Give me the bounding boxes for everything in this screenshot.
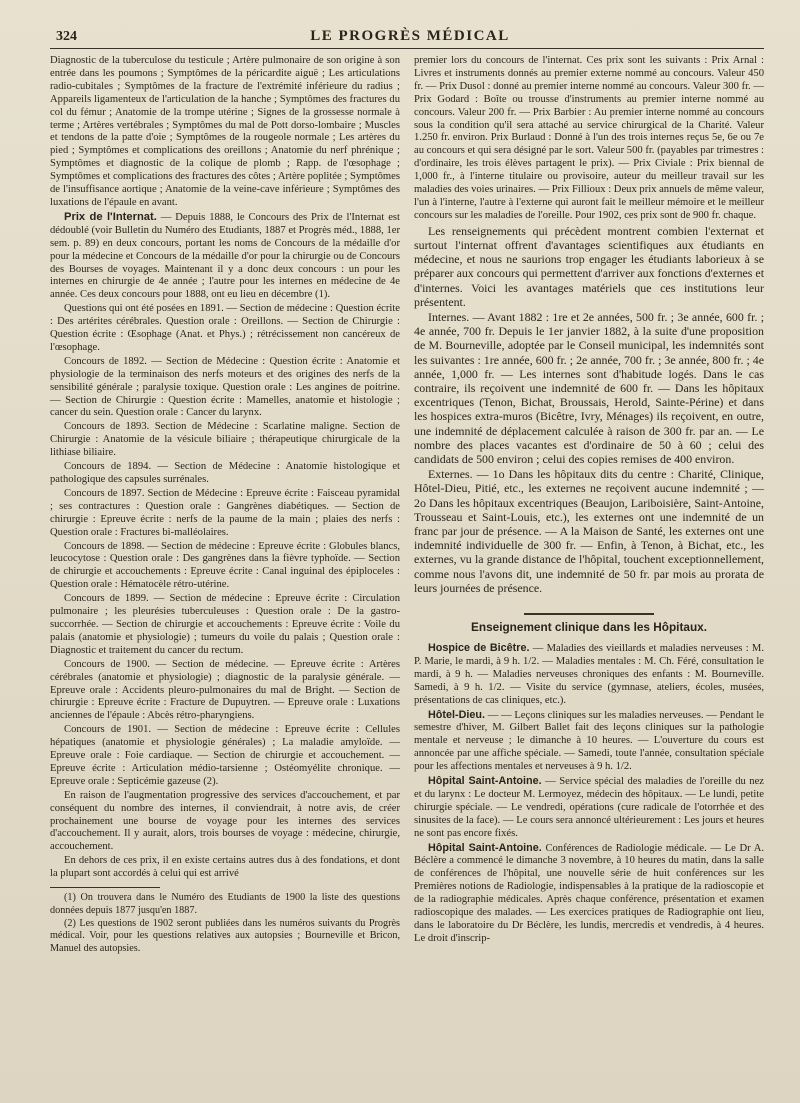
paragraph: Internes. — Avant 1882 : 1re et 2e années, 500 fr. ; 3e année, 600 fr. ; 4e année, 700 fr. Depuis le 1er janvier 1882, à la suite d'une proposition de M. Bourneville, adoptée par le Conseil municipal, les indemnités sont les suivantes : 1re année, 600 fr. ; 2e année, 700 fr. ; 3e année, 800 fr. ; 4e année, 1,000 fr. — Les internes sont d'habitude logés. Dans le cas contraire, ils reçoivent une indemnité de 600 fr. — Dans les hôpitaux excentriques (Tenon, Bichat, Broussais, Herold, Sainte-Périne) et dans les hospices extra-muros (Bicêtre, Ivry, Ménages) ils reçoivent, en outre, une indemnité de déplacement calculée à raison de 300 fr. par an. — Le nombre des places vacantes est d'ordinaire de 50 à 60 ; celui des candidats de 500 environ ; celui des copies remises de 400 environ. (414, 310, 764, 467)
clinic-text: Conférences de Radiologie médicale. — Le Dr A. Béclère a commencé le dimanche 3 novembre, à 10 heures du matin, dans la salle de conférences de l'hôpital, une nouvelle série de huit conférences sur les Premières notions de Radiologie, indispensables à la pratique de la radioscopie et de la radiographie médicales. Après chaque conférence, présentation et examen radioscopique des malades. — Les exercices pratiques de Radiographie ont lieu, dans le laboratoire du Dr Béclère, les lundis, mercredis et vendredis, à 4 heures. Le droit d'inscrip- (414, 842, 764, 944)
paragraph: Concours de 1892. — Section de Médecine : Question écrite : Anatomie et physiologie de la terminaison des nerfs moteurs et des origines des nerfs de la sensibilité générale ; paralysie toxique. Question orale : Les angines de poitrine. — Section de Chirurgie : Question écrite : Mamelles, anatomie et histologie ; cancer du sein. Question orale : Cancer du larynx. (50, 355, 400, 419)
clinic-text: — — Leçons cliniques sur les maladies nerveuses. — Pendant le semestre d'hiver, M. Gilbert Ballet fait des leçons cliniques sur la pathologie mentale et nerveuse ; le dimanche à 10 heures. — L'ouverture du cours est annoncée par une affiche spéciale. — Samedi, toute l'année, consultation spéciale pour les affections mentales et nerveuses à 9 h. 1/2. (414, 709, 764, 773)
hospital-name: Hôpital Saint-Antoine. (428, 841, 542, 854)
paragraph: Concours de 1897. Section de Médecine : Epreuve écrite : Faisceau pyramidal ; ses contractures : Question orale : Gangrènes diabétiques. — Section de chirurgie : Epreuve écrite : nerfs de la paume de la main ; plaies des nerfs : Question orale : Fractures bi-malléolaires. (50, 487, 400, 538)
paragraph: En dehors de ces prix, il en existe certains autres dus à des fondations, et dont la plupart sont accordés à celui qui est arrivé (50, 855, 400, 880)
paragraph: Diagnostic de la tuberculose du testicule ; Artère pulmonaire de son origine à son entrée dans les poumons ; Symptômes de la péricardite aiguë ; Les articulations radio-cubitales ; Symptômes de la fracture de l'extrémité inférieure du radius ; Appareils ligamenteux de l'articulation de la hanche ; Symptômes des fractures du col du fémur ; Anatomie de la trompe utérine ; Signes de la grossesse normale à terme ; Artères vertébrales ; Symptômes du mal de Pott dorso-lombaire ; Muscles et tendons de la patte d'oie ; Symptômes de la rougeole normale ; Les artères du pied ; Symptômes et complications des oreillons ; Anatomie du nerf phrénique ; Symptômes et diagnostic de la colique de plomb ; Rapp. de l'œsophage ; Symptômes et complications des fractures des côtes ; Artère poplitée ; Symptômes de l'insuffisance aortique ; Anatomie de la veine-cave inférieure ; Symptômes des luxations de l'épaule en avant. (50, 55, 400, 208)
hospital-name: Hôpital Saint-Antoine. (428, 775, 542, 788)
two-column-body (50, 55, 764, 956)
prize-text: — Depuis 1888, le Concours des Prix de l'Internat est dédoublé (voir Bulletin du Numéro des Etudiants, 1887 et Progrès méd., 1888, 1er sem. p. 89) en deux concours, portant les noms de Concours de la médaille d'or pour la médecine et Concours de la médaille d'or pour la chirurgie ou de Concours des Bourses de voyages. Maintenant il y a donc deux concours : un pour les internes en chirurgie de 4e année ; l'autre pour les internes en médecine de 4e année. Ces deux concours pour 1888, ont eu lieu en décembre (1). (50, 211, 400, 301)
paragraph: Externes. — 1o Dans les hôpitaux dits du centre : Charité, Clinique, Hôtel-Dieu, Pitié, etc., les externes ne reçoivent aucune indemnité ; — 2o Dans les hôpitaux excentriques (Beaujon, Lariboisière, Saint-Antoine, Trousseau et Saint-Louis, etc.), les externes ont une indemnité de un franc par jour de présence. — A la Maison de Santé, les externes ont une indemnité individuelle de 300 fr. — Enfin, à Tenon, à Bichat, etc., les externes, vu la grande distance de l'hôpital, touchent exceptionnellement, comme nous l'avons dit, une indemnité de 50 fr. par mois au prorata de leurs journées de présence. (414, 467, 764, 595)
paragraph: Concours de 1899. — Section de médecine : Epreuve écrite : Circulation pulmonaire ; les pleurésies tuberculeuses : Question orale : De la gastro-succorrhée. — Section de chirurgie et accouchements : Epreuve écrite : Voile du palais (anatomie et physiologie) ; tumeurs du voile du palais ; Question orale : Diagnostic et traitement du cancer du rectum. (50, 593, 400, 656)
section-divider (524, 613, 654, 615)
left-column (50, 55, 400, 956)
paragraph: Les renseignements qui précèdent montrent combien l'externat et surtout l'internat offrent d'avantages scientifiques aux étudiants en médecine, et nous ne saurions trop engager les étudiants laborieux à se préparer aux concours qui permettent d'arriver aux fonctions d'externes et d'internes. Voici les avantages matériels que ces institutions leur présentent. (414, 223, 764, 309)
paragraph: Concours de 1901. — Section de médecine : Epreuve écrite : Cellules hépatiques (anatomie et physiologie générales) ; La maladie amyloïde. — Epreuve orale : Foie cardiaque. — Section de chirurgie et accouchement. — Epreuve écrite : Articulation médio-tarsienne ; Ostéomyélite chronique. — Epreuve orale : Septicémie gazeuse (2). (50, 724, 400, 787)
page-number: 324 (56, 29, 77, 44)
footnote: (2) Les questions de 1902 seront publiées dans les numéros suivants du Progrès médical. Voir, pour les questions relatives aux autopsies ; Bourneville et Bricon, Manuel des autopsies. (50, 917, 400, 954)
paragraph: En raison de l'augmentation progressive des services d'accouchement, et par conséquent du nombre des internes, il conviendrait, à notre avis, de créer prochainement une bourse de voyage pour les internes des services d'accouchement. Il y aurait, alors, trois bourses de voyage : médecine, chirurgie, accouchement. (50, 789, 400, 853)
section-title: Enseignement clinique dans les Hôpitaux. (471, 620, 707, 635)
journal-title: LE PROGRÈS MÉDICAL (310, 28, 510, 44)
footnote: (1) On trouvera dans le Numéro des Etudiants de 1900 la liste des questions données depuis 1877 jusqu'en 1887. (50, 892, 400, 916)
paragraph: Questions qui ont été posées en 1891. — Section de médecine : Question écrite : Des artérites cérébrales. Question orale : Oreillons. — Section de Chirurgie : Question écrite : Œsophage (Anat. et Phys.) ; rétrécissement non cancéreux de l'œsophage. (50, 303, 400, 353)
hospital-name: Hôtel-Dieu. (428, 708, 485, 721)
paragraph: Concours de 1898. — Section de médecine : Epreuve écrite : Globules blancs, leucocytose : Question orale : Des gangrènes dans la fièvre typhoïde. — Section de chirurgie et accouchements : Epreuve écrite : Canal inguinal des épiploceles : Question orale : Hématocèle rétro-utérine. (50, 540, 400, 591)
clinic-text: — Maladies des vieillards et maladies nerveuses : M. P. Marie, le mardi, à 9 h. 1/2. — Maladies mentales : M. Ch. Féré, consultation le mardi, à 9 h. — Maladies nerveuses chroniques des enfants : M. Bourneville. Samedi, à 9 h. 1/2. — Visite du service (gymnase, ateliers, écoles, musées, présentations de cas cliniques, etc.). (414, 642, 764, 706)
clinic-entry (414, 842, 764, 946)
clinic-entry (414, 642, 764, 708)
running-header (50, 28, 764, 49)
paragraph: Concours de 1894. — Section de Médecine : Anatomie histologique et pathologique des capsules surrénales. (50, 461, 400, 485)
prize-heading: Prix de l'Internat. (64, 210, 157, 223)
hospital-name: Hospice de Bicêtre. (428, 641, 530, 654)
right-column (414, 55, 764, 956)
prize-paragraph (50, 211, 400, 302)
paragraph: Concours de 1893. Section de Médecine : Scarlatine maligne. Section de Chirurgie : Anatomie de la vésicule biliaire ; thérapeutique chirurgicale de la lithiase biliaire. (50, 421, 400, 459)
footnote-rule (50, 887, 160, 888)
paragraph: premier lors du concours de l'internat. Ces prix sont les suivants : Prix Arnal : Livres et instruments donnés au premier externe nommé au concours. Valeur 450 fr. — Prix Dusol : donné au premier interne nommé au concours. Valeur 300 fr. — Prix Godard : Boîte ou trousse d'instruments au premier interne nommé au concours. Valeur 200 fr. — Prix Barbier : Au premier interne nommé au concours sous la condition qu'il sera attaché au service chirurgical de la Charité. Valeur 1.250 fr. environ. Prix Burlaud : Donné à l'un des trois internes reçus 5e, 6e ou 7e au concours et qui sera désigné par le sort. Valeur 500 fr. (payables par trimestres : d'ordinaire, les trois élèves partagent le prix). — Prix Civiale : Prix biennal de 1,000 fr., à l'interne titulaire ou provisoire, auteur du meilleur travail sur les maladies des voies urinaires. — Prix Fillioux : Deux prix annuels de même valeur, l'un à l'interne, l'autre à l'externe qui auront fait le meilleur mémoire et le meilleur concours sur les maladies de l'oreille. Pour 1902, ces prix sont de 900 fr. chaque. (414, 55, 764, 221)
paragraph: Concours de 1900. — Section de médecine. — Epreuve écrite : Artères cérébrales (anatomie et physiologie) ; diagnostic de la paralysie générale. — Epreuve orale : Accidents pleuro-pulmonaires du mal de Bright. — Section de chirurgie : Epreuve écrite : Fracture de Dupuytren. — Epreuve orale : Luxations anciennes de l'épaule : Abcès rétro-pharyngiens. (50, 658, 400, 722)
clinic-entry (414, 775, 764, 841)
clinic-text: — Service spécial des maladies de l'oreille du nez et du larynx : Le docteur M. Lermoyez, médecin des hôpitaux. — Le lundi, petite chirurgie spéciale. — Le vendredi, opérations (cure radicale de l'otorrhée et des sinusites de la face). — Le cours sera annoncé ultérieurement : Les jours et heures ne sont pas encore fixés. (414, 776, 765, 839)
clinic-entry (414, 709, 764, 775)
